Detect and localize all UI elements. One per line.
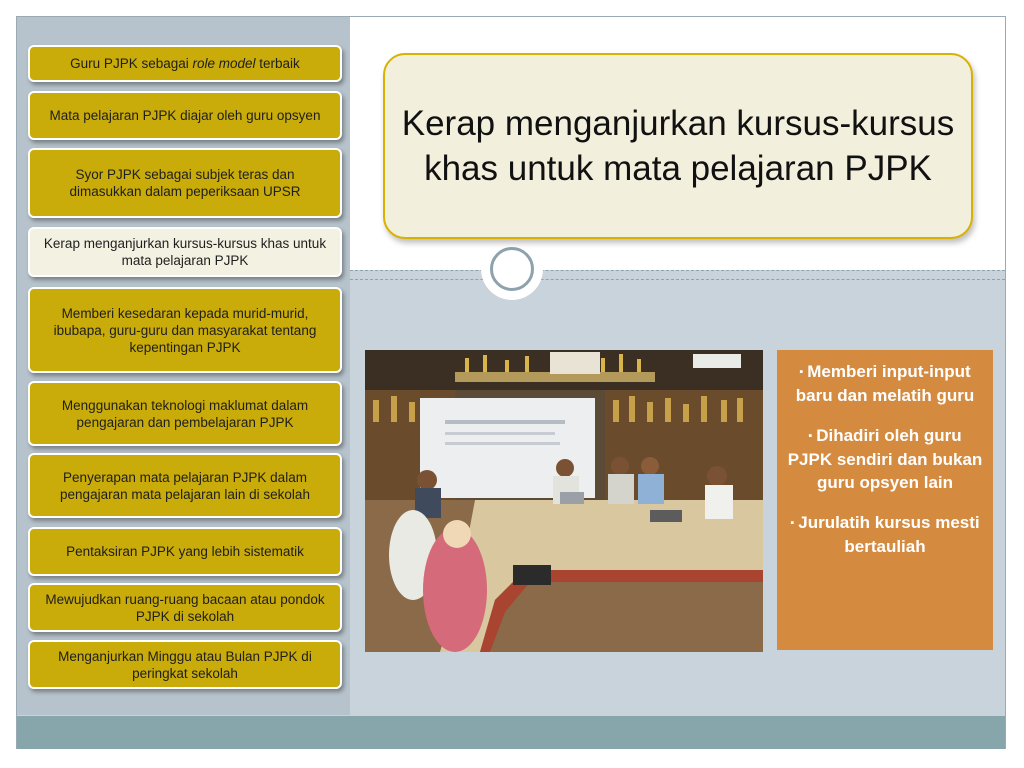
menu-item-subjek-teras[interactable]	[28, 148, 342, 218]
info-bullet: ▪ Dihadiri oleh guru PJPK sendiri dan bukan guru opsyen lain	[787, 426, 983, 492]
menu-item-label: Mewujudkan ruang-ruang bacaan atau pondok PJPK di sekolah	[45, 591, 325, 624]
menu-item-label: Menganjurkan Minggu atau Bulan PJPK di peringkat sekolah	[58, 648, 312, 681]
menu-item-role-model[interactable]	[28, 45, 342, 82]
bullet-marker: ▪	[790, 517, 795, 529]
menu-item-label: Penyerapan mata pelajaran PJPK dalam pengajaran mata pelajaran lain di sekolah	[60, 469, 310, 502]
menu-item-minggu-pjpk[interactable]	[28, 640, 342, 689]
meeting-photo	[365, 350, 763, 652]
divider-line	[350, 279, 1005, 280]
menu-item-label: Kerap menganjurkan kursus-kursus khas untuk mata pelajaran PJPK	[43, 236, 327, 268]
menu-item-label: Memberi kesedaran kepada murid-murid, ibubapa, guru-guru dan masyarakat tentang kepentingan PJPK	[53, 305, 317, 355]
menu-item-guru-opsyen[interactable]	[28, 91, 342, 140]
divider-line	[350, 270, 1005, 271]
info-box	[777, 350, 993, 650]
menu-item-kursus-active[interactable]	[28, 227, 342, 277]
info-bullet: ▪ Jurulatih kursus mesti bertauliah	[790, 513, 980, 556]
info-bullet: ▪ Memberi input-input baru dan melatih guru	[795, 362, 975, 405]
slide-title: Kerap menganjurkan kursus-kursus khas untuk mata pelajaran PJPK	[401, 104, 955, 188]
menu-item-label: Mata pelajaran PJPK diajar oleh guru opsyen	[49, 108, 321, 123]
bullet-marker: ▪	[799, 366, 804, 378]
menu-item-penyerapan[interactable]	[28, 453, 342, 518]
menu-item-label: Syor PJPK sebagai subjek teras dan dimasukkan dalam peperiksaan UPSR	[69, 167, 301, 199]
slide-title-box	[383, 53, 973, 239]
menu-item-pentaksiran[interactable]	[28, 527, 342, 576]
divider-circle-ring	[490, 247, 534, 291]
menu-item-label: Pentaksiran PJPK yang lebih sistematik	[66, 544, 304, 559]
menu-item-label: Menggunakan teknologi maklumat dalam pengajaran dan pembelajaran PJPK	[61, 397, 309, 430]
menu-item-teknologi[interactable]	[28, 381, 342, 446]
bottom-band	[17, 716, 1005, 749]
menu-item-kesedaran[interactable]	[28, 287, 342, 373]
bullet-marker: ▪	[808, 430, 813, 442]
menu-item-ruang-bacaan[interactable]	[28, 583, 342, 632]
menu-item-label: Guru PJPK sebagai role model terbaik	[70, 56, 300, 71]
